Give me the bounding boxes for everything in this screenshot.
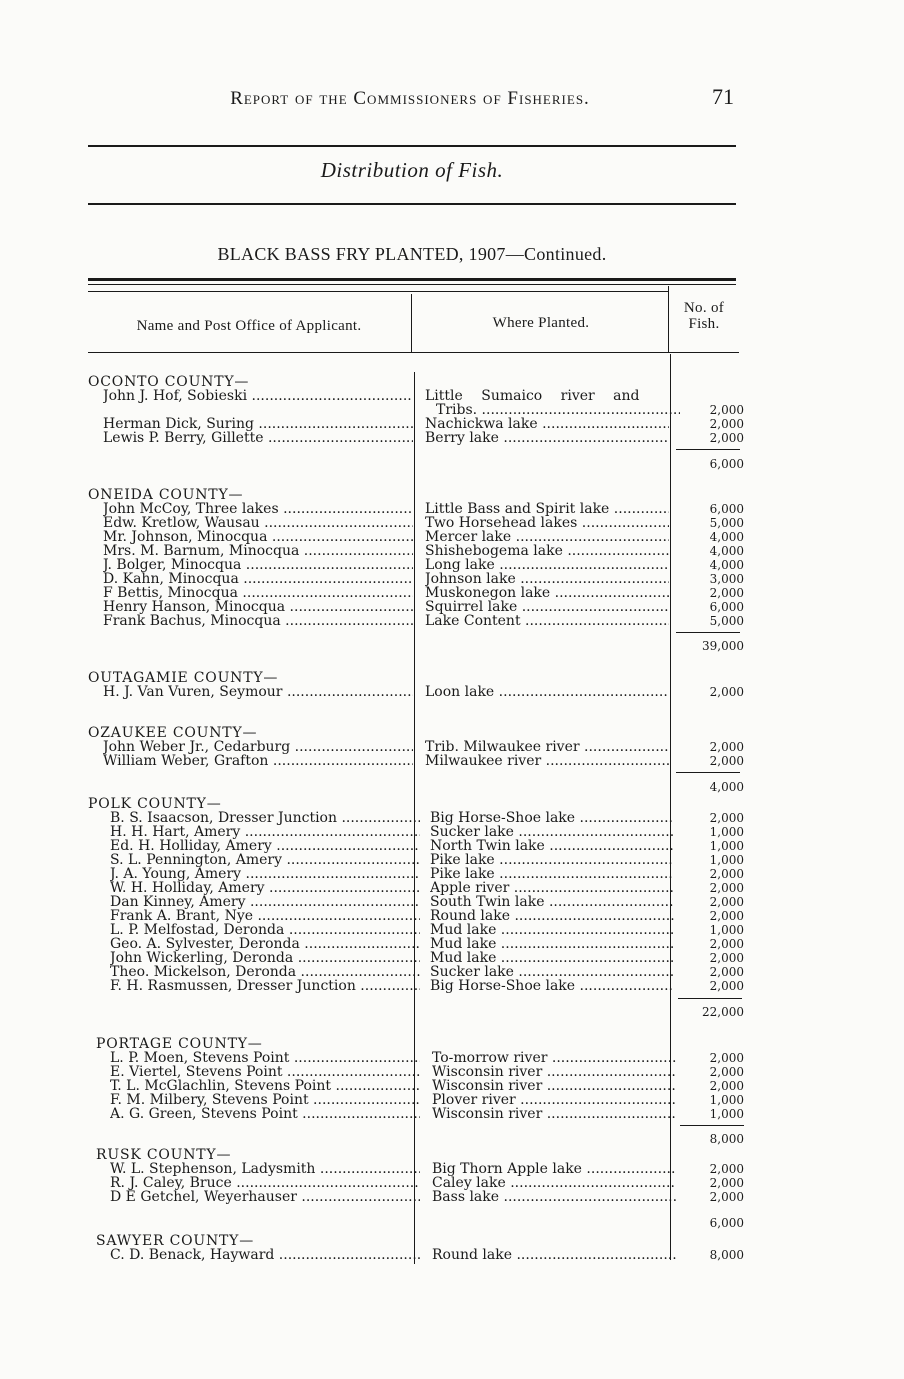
fish-cell: 2,000 <box>709 951 744 965</box>
planted-cell: North Twin lake ..... <box>430 839 674 854</box>
planted-cell: Round lake ..... <box>430 909 674 924</box>
header-rule-lower <box>88 352 739 353</box>
applicant-cell: T. L. McGlachlin, Stevens Point ..... <box>110 1079 420 1094</box>
fish-cell: 2,000 <box>709 431 744 445</box>
fish-cell: 1,000 <box>709 839 744 853</box>
section-rule <box>88 203 736 205</box>
county-heading: OZAUKEE COUNTY— <box>88 725 258 741</box>
planted-cell: Little Sumaico river and <box>425 389 640 404</box>
fish-cell: 2,000 <box>709 586 744 600</box>
fish-cell: 2,000 <box>709 1176 744 1190</box>
applicant-cell: L. P. Melfostad, Deronda ..... <box>110 923 420 938</box>
county-total: 8,000 <box>709 1132 744 1146</box>
planted-cell: Pike lake ..... <box>430 867 674 882</box>
applicant-cell: Mrs. M. Barnum, Minocqua ..... <box>103 544 413 559</box>
planted-cell: Bass lake ..... <box>432 1190 676 1205</box>
fish-cell: 2,000 <box>709 1079 744 1093</box>
applicant-cell: R. J. Caley, Bruce ..... <box>110 1176 420 1191</box>
planted-cell: Shishebogema lake ..... <box>425 544 669 559</box>
column-divider-2-upper <box>668 286 669 352</box>
applicant-cell: W. H. Holliday, Amery ..... <box>110 881 420 896</box>
applicant-cell: A. G. Green, Stevens Point ..... <box>110 1107 420 1122</box>
applicant-cell: John Wickerling, Deronda ..... <box>110 951 420 966</box>
fish-cell: 2,000 <box>709 1190 744 1204</box>
fish-cell: 2,000 <box>709 417 744 431</box>
planted-cell: Apple river ..... <box>430 881 674 896</box>
planted-cell: Nachickwa lake ..... <box>425 417 669 432</box>
county-heading: PORTAGE COUNTY— <box>96 1036 263 1052</box>
fish-cell: 5,000 <box>709 516 744 530</box>
applicant-cell: H. H. Hart, Amery ..... <box>110 825 420 840</box>
county-total: 6,000 <box>709 1216 744 1230</box>
planted-cell: Sucker lake ..... <box>430 825 674 840</box>
applicant-cell: Frank A. Brant, Nye ..... <box>110 909 420 924</box>
table-rule-thin <box>88 284 736 285</box>
applicant-cell: F. H. Rasmussen, Dresser Junction ..... <box>110 979 420 994</box>
applicant-cell: F. M. Milbery, Stevens Point ..... <box>110 1093 420 1108</box>
fish-cell: 2,000 <box>709 965 744 979</box>
planted-cell: Round lake ..... <box>432 1248 676 1263</box>
fish-cell: 2,000 <box>709 685 744 699</box>
applicant-cell: B. S. Isaacson, Dresser Junction ..... <box>110 811 420 826</box>
applicant-cell: H. J. Van Vuren, Seymour ..... <box>103 685 413 700</box>
fish-cell: 6,000 <box>709 502 744 516</box>
page-number: 71 <box>712 84 734 109</box>
applicant-cell: D. Kahn, Minocqua ..... <box>103 572 413 587</box>
county-heading: ONEIDA COUNTY— <box>88 487 244 503</box>
fish-cell: 4,000 <box>709 558 744 572</box>
county-total: 6,000 <box>709 457 744 471</box>
running-head: Report of the Commissioners of Fisheries. <box>230 88 590 109</box>
applicant-cell: D E Getchel, Weyerhauser ..... <box>110 1190 420 1205</box>
applicant-cell: Frank Bachus, Minocqua ..... <box>103 614 413 629</box>
planted-cell: Lake Content ..... <box>425 614 669 629</box>
applicant-cell: W. L. Stephenson, Ladysmith ..... <box>110 1162 420 1177</box>
applicant-cell: Henry Hanson, Minocqua ..... <box>103 600 413 615</box>
planted-cell: Loon lake ..... <box>425 685 669 700</box>
fish-cell: 1,000 <box>709 1093 744 1107</box>
planted-cell: Pike lake ..... <box>430 853 674 868</box>
column-header-planted: Where Planted. <box>492 315 590 331</box>
section-title: Distribution of Fish. <box>320 158 504 182</box>
fish-cell: 1,000 <box>709 853 744 867</box>
fish-cell: 2,000 <box>709 1051 744 1065</box>
fish-cell: 1,000 <box>709 825 744 839</box>
column-header-applicant: Name and Post Office of Applicant. <box>136 318 362 334</box>
table-rule-thick <box>88 278 736 281</box>
planted-cell: Long lake ..... <box>425 558 669 573</box>
top-rule <box>88 145 736 147</box>
fish-cell: 2,000 <box>709 867 744 881</box>
applicant-cell: Lewis P. Berry, Gillette ..... <box>103 431 413 446</box>
planted-cell: Tribs. ..... <box>436 403 680 418</box>
header-rule-upper <box>88 291 668 292</box>
column-header-fish-line2: Fish. <box>688 316 720 332</box>
planted-cell: Trib. Milwaukee river ..... <box>425 740 669 755</box>
applicant-cell: L. P. Moen, Stevens Point ..... <box>110 1051 420 1066</box>
applicant-cell: Geo. A. Sylvester, Deronda ..... <box>110 937 420 952</box>
applicant-cell: William Weber, Grafton ..... <box>103 754 413 769</box>
applicant-cell: J. A. Young, Amery ..... <box>110 867 420 882</box>
applicant-cell: Theo. Mickelson, Deronda ..... <box>110 965 420 980</box>
planted-cell: South Twin lake ..... <box>430 895 674 910</box>
fish-cell: 2,000 <box>709 909 744 923</box>
planted-cell: Two Horsehead lakes ..... <box>425 516 669 531</box>
fish-cell: 4,000 <box>709 530 744 544</box>
applicant-cell: John J. Hof, Sobieski ..... <box>103 389 413 404</box>
planted-cell: Johnson lake ..... <box>425 572 669 587</box>
fish-cell: 1,000 <box>709 923 744 937</box>
county-heading: RUSK COUNTY— <box>96 1147 232 1163</box>
applicant-cell: Herman Dick, Suring ..... <box>103 417 413 432</box>
subtotal-rule <box>676 772 740 773</box>
applicant-cell: F Bettis, Minocqua ..... <box>103 586 413 601</box>
county-total: 4,000 <box>709 780 744 794</box>
fish-cell: 2,000 <box>709 881 744 895</box>
column-header-fish-line1: No. of <box>683 300 725 316</box>
subtotal-rule <box>680 1125 744 1126</box>
planted-cell: Wisconsin river ..... <box>432 1065 676 1080</box>
applicant-cell: John Weber Jr., Cedarburg ..... <box>103 740 413 755</box>
planted-cell: Squirrel lake ..... <box>425 600 669 615</box>
planted-cell: Mercer lake ..... <box>425 530 669 545</box>
fish-cell: 2,000 <box>709 811 744 825</box>
fish-cell: 4,000 <box>709 544 744 558</box>
planted-cell: Mud lake ..... <box>430 951 674 966</box>
planted-cell: Muskonegon lake ..... <box>425 586 669 601</box>
planted-cell: Wisconsin river ..... <box>432 1107 676 1122</box>
subtotal-rule <box>676 449 740 450</box>
planted-cell: Big Horse-Shoe lake ..... <box>430 979 674 994</box>
planted-cell: Little Bass and Spirit lake ..... <box>425 502 669 517</box>
county-total: 39,000 <box>702 639 744 653</box>
applicant-cell: Mr. Johnson, Minocqua ..... <box>103 530 413 545</box>
fish-cell: 5,000 <box>709 614 744 628</box>
fish-cell: 2,000 <box>709 740 744 754</box>
applicant-cell: John McCoy, Three lakes ..... <box>103 502 413 517</box>
fish-cell: 1,000 <box>709 1107 744 1121</box>
county-total: 22,000 <box>702 1005 744 1019</box>
fish-cell: 8,000 <box>709 1248 744 1262</box>
applicant-cell: E. Viertel, Stevens Point ..... <box>110 1065 420 1080</box>
planted-cell: Caley lake ..... <box>432 1176 676 1191</box>
column-divider-2 <box>670 354 671 1260</box>
fish-cell: 2,000 <box>709 895 744 909</box>
fish-cell: 2,000 <box>709 403 744 417</box>
planted-cell: Mud lake ..... <box>430 923 674 938</box>
planted-cell: To-morrow river ..... <box>432 1051 676 1066</box>
planted-cell: Big Horse-Shoe lake ..... <box>430 811 674 826</box>
fish-cell: 2,000 <box>709 754 744 768</box>
planted-cell: Wisconsin river ..... <box>432 1079 676 1094</box>
planted-cell: Milwaukee river ..... <box>425 754 669 769</box>
county-heading: OCONTO COUNTY— <box>88 374 250 390</box>
subtotal-rule <box>676 632 740 633</box>
subtotal-rule <box>678 998 742 999</box>
applicant-cell: Ed. H. Holliday, Amery ..... <box>110 839 420 854</box>
planted-cell: Berry lake ..... <box>425 431 669 446</box>
applicant-cell: Edw. Kretlow, Wausau ..... <box>103 516 413 531</box>
applicant-cell: C. D. Benack, Hayward ..... <box>110 1248 420 1263</box>
applicant-cell: J. Bolger, Minocqua ..... <box>103 558 413 573</box>
fish-cell: 2,000 <box>709 1065 744 1079</box>
fish-cell: 2,000 <box>709 1162 744 1176</box>
county-heading: OUTAGAMIE COUNTY— <box>88 670 279 686</box>
planted-cell: Big Thorn Apple lake ..... <box>432 1162 676 1177</box>
county-heading: SAWYER COUNTY— <box>96 1233 254 1249</box>
fish-cell: 2,000 <box>709 937 744 951</box>
applicant-cell: Dan Kinney, Amery ..... <box>110 895 420 910</box>
fish-cell: 3,000 <box>709 572 744 586</box>
column-divider-1-upper <box>411 294 412 352</box>
fish-cell: 6,000 <box>709 600 744 614</box>
fish-cell: 2,000 <box>709 979 744 993</box>
table-title: BLACK BASS FRY PLANTED, 1907—Continued. <box>217 244 607 264</box>
planted-cell: Plover river ..... <box>432 1093 676 1108</box>
county-heading: POLK COUNTY— <box>88 796 222 812</box>
planted-cell: Mud lake ..... <box>430 937 674 952</box>
applicant-cell: S. L. Pennington, Amery ..... <box>110 853 420 868</box>
planted-cell: Sucker lake ..... <box>430 965 674 980</box>
